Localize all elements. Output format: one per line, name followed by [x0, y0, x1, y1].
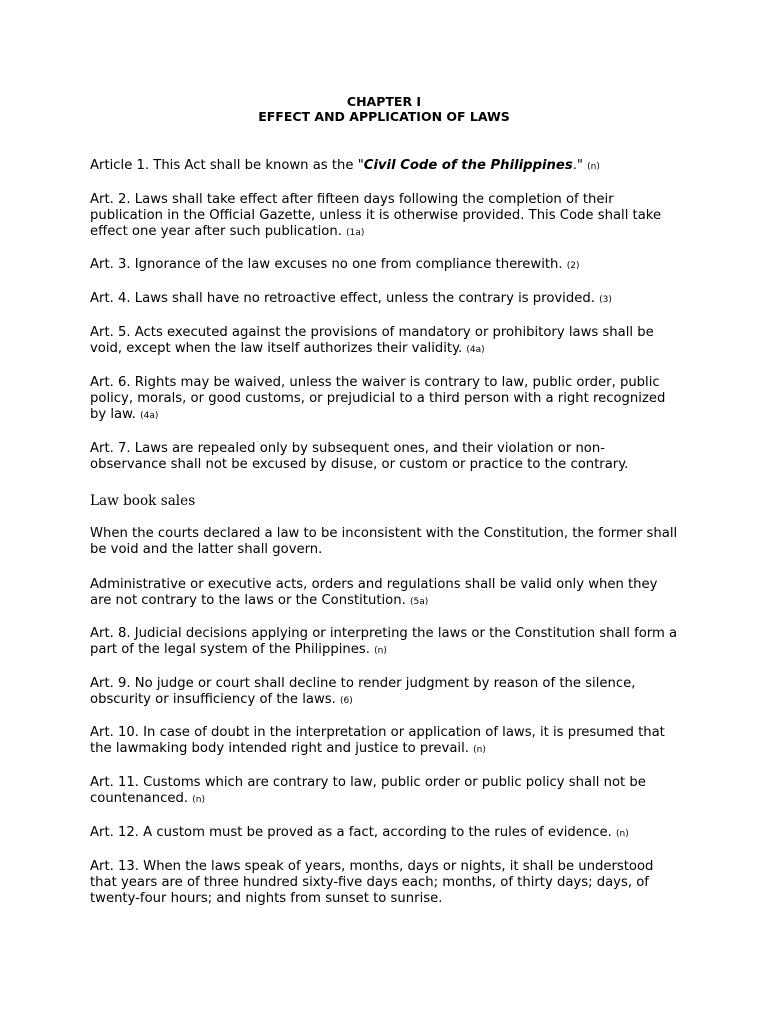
article-text: Art. 9. No judge or court shall decline to render judgment by reason of the silence, obscurity or insufficiency of the laws.	[90, 676, 636, 708]
article-text: Art. 10. In case of doubt in the interpretation or application of laws, it is presumed that the lawmaking body intended right and justice to prevail.	[90, 725, 665, 757]
article-text: Art. 5. Acts executed against the provisions of mandatory or prohibitory laws shall be void, except when the law itself authorizes their validity.	[90, 325, 654, 357]
source-note: (n)	[192, 795, 205, 806]
source-note: (n)	[473, 745, 486, 756]
article-12	[90, 825, 680, 842]
article-text: Art. 11. Customs which are contrary to law, public order or public policy shall not be countenanced.	[90, 775, 646, 807]
source-note: (1a)	[346, 228, 365, 239]
source-note: (4a)	[466, 345, 485, 356]
article-text: Art. 2. Laws shall take effect after fifteen days following the completion of their publication in the Official Gazette, unless it is otherwise provided. This Code shall take effect one year after such publication.	[90, 192, 662, 240]
article-3	[90, 257, 680, 274]
article-1-closing: ."	[572, 158, 588, 173]
constitution-paragraph	[90, 526, 680, 559]
source-note: (n)	[587, 162, 600, 172]
article-10	[90, 725, 680, 758]
administrative-acts-paragraph	[90, 577, 680, 610]
article-1	[90, 158, 680, 175]
code-name: Civil Code of the Philippines	[363, 158, 573, 173]
article-1-text: Article 1. This Act shall be known as the "	[90, 158, 364, 173]
article-text: Art. 8. Judicial decisions applying or interpreting the laws or the Constitution shall form a part of the legal system of the Philippines.	[90, 626, 678, 658]
article-text: Administrative or executive acts, orders and regulations shall be valid only when they are not contrary to the laws or the Constitution.	[90, 577, 658, 609]
chapter-title: EFFECT AND APPLICATION OF LAWS	[258, 109, 510, 124]
article-text: Art. 4. Laws shall have no retroactive effect, unless the contrary is provided.	[90, 291, 600, 306]
article-text: Art. 3. Ignorance of the law excuses no one from compliance therewith.	[90, 257, 567, 272]
article-6	[90, 375, 680, 425]
article-7	[90, 441, 680, 474]
article-text: Art. 7. Laws are repealed only by subsequent ones, and their violation or non-observance shall not be excused by disuse, or custom or practice to the contrary.	[90, 441, 629, 473]
source-note: (3)	[599, 295, 612, 305]
article-13	[90, 859, 680, 909]
article-4	[90, 291, 680, 308]
article-text: When the courts declared a law to be inconsistent with the Constitution, the former shall be void and the latter shall govern.	[90, 526, 678, 558]
source-note: (6)	[340, 696, 353, 707]
source-note: (4a)	[140, 411, 159, 422]
article-8	[90, 626, 680, 659]
article-text: Art. 6. Rights may be waived, unless the waiver is contrary to law, public order, public policy, morals, or good customs, or prejudicial to a third person with a right recognized by law.	[90, 375, 666, 423]
article-9	[90, 676, 680, 709]
source-note: (n)	[616, 829, 629, 839]
article-text: Art. 12. A custom must be proved as a fact, according to the rules of evidence.	[90, 825, 616, 840]
article-2	[90, 192, 680, 242]
article-11	[90, 775, 680, 808]
ad-link[interactable]: Law book sales	[90, 493, 196, 509]
source-note: (5a)	[409, 597, 429, 608]
article-5	[90, 325, 680, 358]
source-note: (n)	[374, 646, 387, 657]
chapter-number: CHAPTER I	[346, 94, 422, 109]
article-text: Art. 13. When the laws speak of years, months, days or nights, it shall be understood that years are of three hundred sixty-five days each; months, of thirty days; days, of twenty-four hours; and nights from sunset to sunrise.	[90, 859, 654, 907]
source-note: (2)	[566, 261, 580, 271]
